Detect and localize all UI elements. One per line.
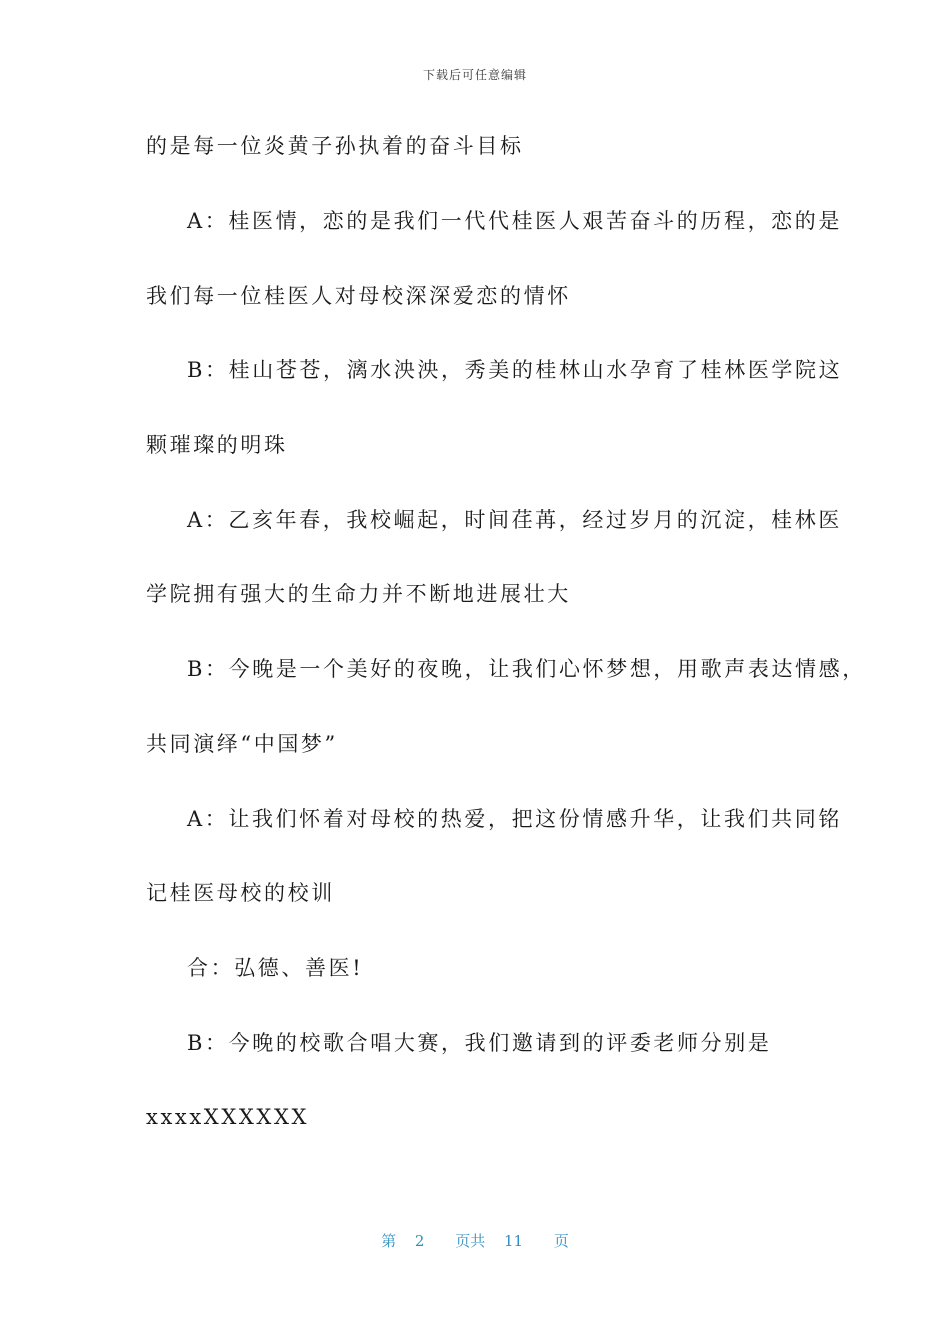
text-line: B：今晚的校歌合唱大赛，我们邀请到的评委老师分别是	[187, 1031, 772, 1055]
footer-middle: 页共	[455, 1232, 486, 1250]
footer-suffix: 页	[553, 1232, 569, 1250]
text-line: 颗璀璨的明珠	[146, 433, 288, 457]
text-line: xxxxXXXXXX	[146, 1105, 310, 1129]
text-line: A：乙亥年春，我校崛起，时间荏苒，经过岁月的沉淀，桂林医	[187, 508, 842, 532]
text-line: 的是每一位炎黄子孙执着的奋斗目标	[146, 134, 524, 158]
text-line: 我们每一位桂医人对母校深深爱恋的情怀	[146, 284, 571, 308]
text-line: B：桂山苍苍，漓水泱泱，秀美的桂林山水孕育了桂林医学院这	[187, 358, 843, 382]
text-line: B：今晚是一个美好的夜晚，让我们心怀梦想，用歌声表达情感，	[187, 657, 866, 681]
page-header-note: 下载后可任意编辑	[422, 68, 527, 82]
footer-prefix: 第	[381, 1232, 397, 1250]
page-footer	[0, 1230, 950, 1251]
text-line: 学院拥有强大的生命力并不断地进展壮大	[146, 582, 571, 606]
text-line: 合：弘德、善医!	[187, 956, 364, 980]
footer-current-page: 2	[414, 1232, 425, 1250]
text-line: A：桂医情，恋的是我们一代代桂医人艰苦奋斗的历程，恋的是	[187, 209, 842, 233]
text-line: 记桂医母校的校训	[146, 881, 335, 905]
text-line: 共同演绎“中国梦”	[146, 732, 338, 756]
footer-total-pages: 11	[504, 1232, 524, 1250]
text-line: A：让我们怀着对母校的热爱，把这份情感升华，让我们共同铭	[187, 807, 842, 831]
